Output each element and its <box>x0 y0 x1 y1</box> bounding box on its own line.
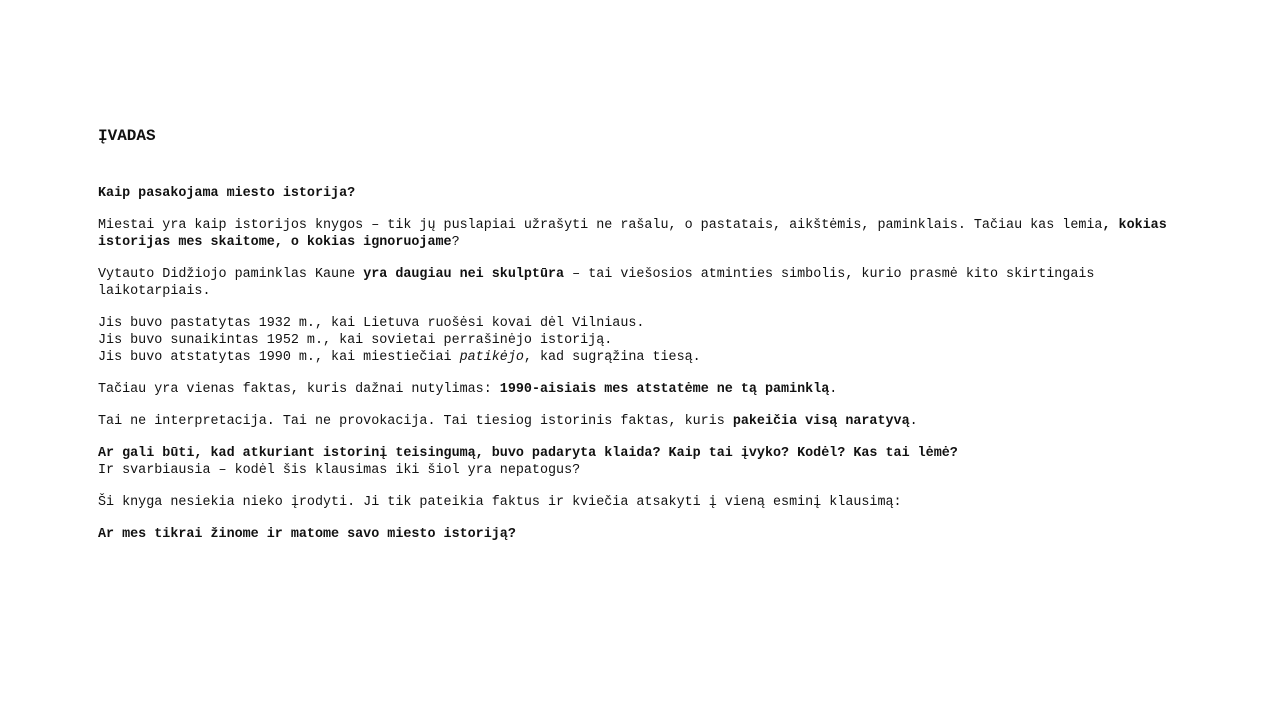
questions-line: Ar gali būti, kad atkuriant istorinį teisingumą, buvo padaryta klaida? Kaip tai įvyko? Kodėl? Kas tai lėmė? <box>98 446 958 461</box>
question-heading: Kaip pasakojama miesto istorija? <box>98 186 356 201</box>
closing-question: Ar mes tikrai žinome ir matome savo miesto istoriją? <box>98 527 516 542</box>
paragraph-2: Vytauto Didžiojo paminklas Kaune yra daugiau nei skulptūra – tai viešosios atminties simbolis, kurio prasmė kito skirtingais laikotarpiais. <box>98 267 1095 299</box>
line-destroyed: Jis buvo sunaikintas 1952 m., kai sovietai perrašinėjo istoriją. <box>98 333 613 348</box>
most-important-line: Ir svarbiausia – kodėl šis klausimas iki šiol yra nepatogus? <box>98 463 581 478</box>
paragraph-7: Ši knyga nesiekia nieko įrodyti. Ji tik pateikia faktus ir kviečia atsakyti į vieną esminį klausimą: <box>98 495 902 510</box>
paragraph-5: Tai ne interpretacija. Tai ne provokacija. Tai tiesiog istorinis faktas, kuris pakeičia visą naratyvą. <box>98 414 918 429</box>
line-built: Jis buvo pastatytas 1932 m., kai Lietuva ruošėsi kovai dėl Vilniaus. <box>98 316 645 331</box>
line-rebuilt: Jis buvo atstatytas 1990 m., kai miestiečiai patikėjo, kad sugrąžina tiesą. <box>98 350 701 365</box>
paragraph-4: Tačiau yra vienas faktas, kuris dažnai nutylimas: 1990-aisiais mes atstatėme ne tą paminklą. <box>98 382 838 397</box>
paragraph-1: Miestai yra kaip istorijos knygos – tik jų puslapiai užrašyti ne rašalu, o pastatais, aikštėmis, paminklais. Tačiau kas lemia, kokias istorijas mes skaitome, o kokias ignoruojame? <box>98 218 1167 250</box>
document-body <box>98 185 1178 558</box>
page-title: ĮVADAS <box>98 127 156 145</box>
paragraph-6 <box>98 445 1178 479</box>
paragraph-3 <box>98 315 1178 366</box>
